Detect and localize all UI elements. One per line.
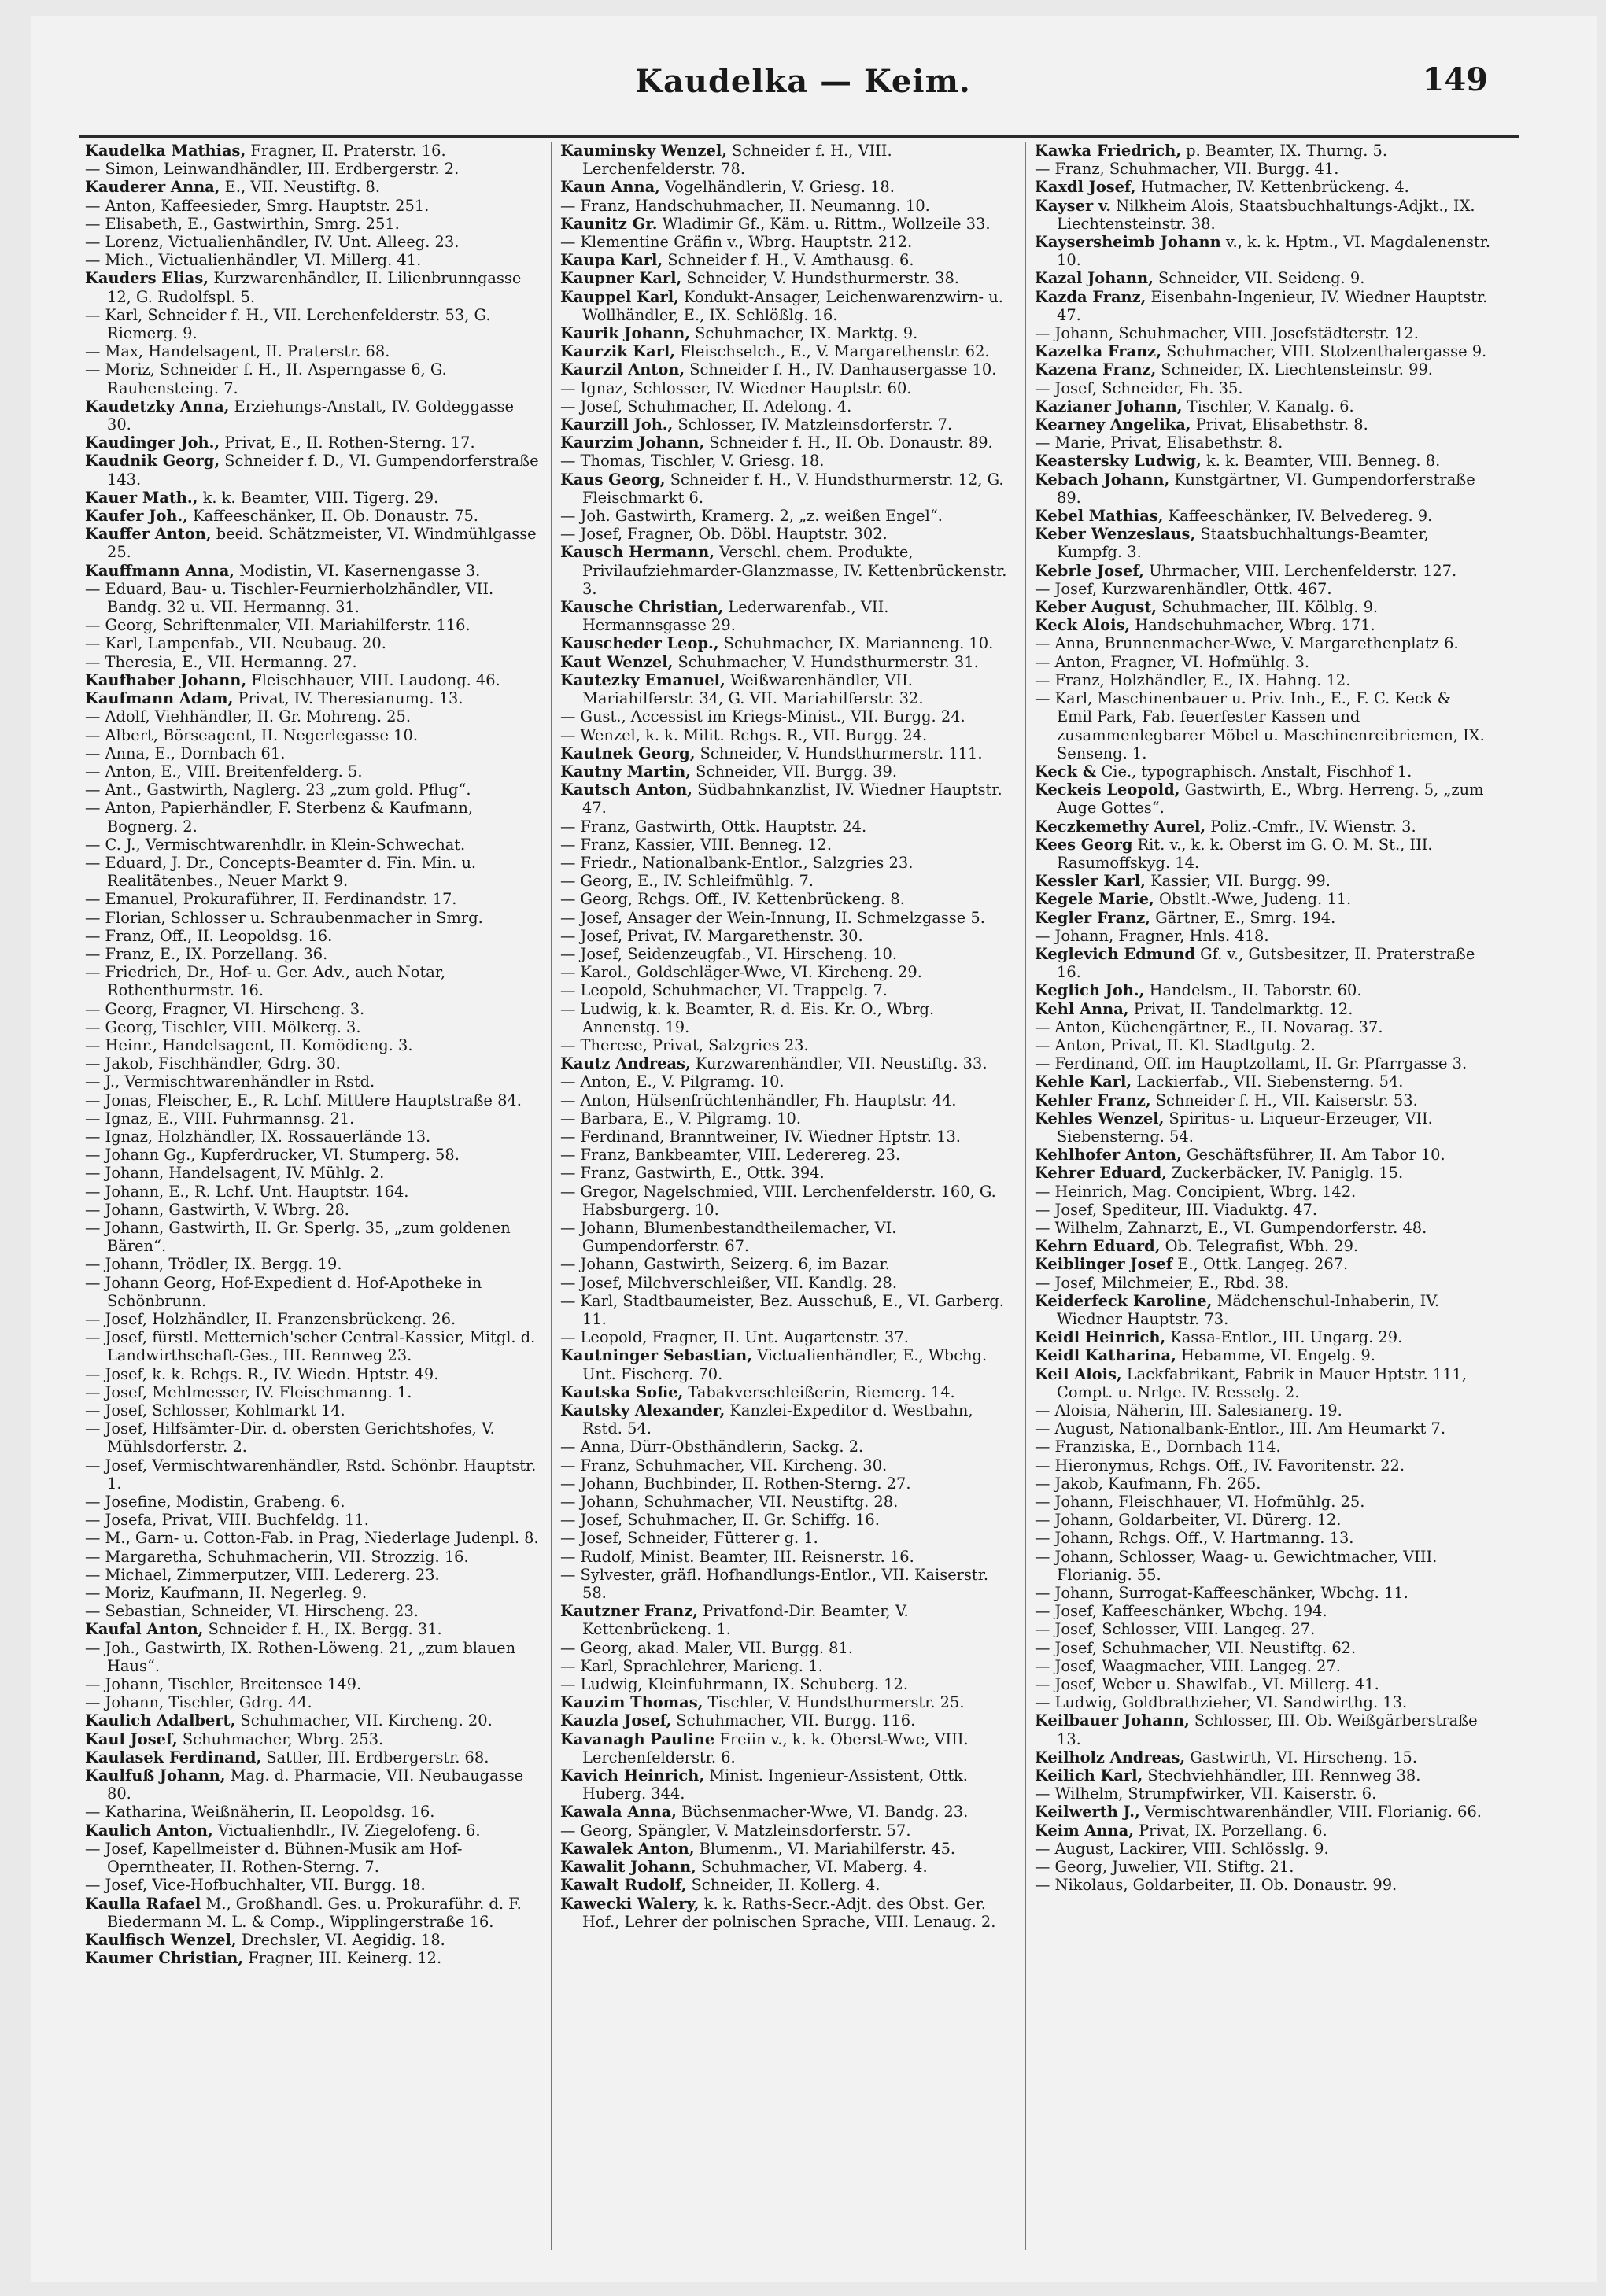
directory-entry: — Marie, Privat, Elisabethstr. 8.: [1035, 434, 1283, 452]
directory-entry: Kehrn Eduard, Ob. Telegrafist, Wbh. 29.: [1035, 1237, 1359, 1256]
directory-entry: Kawalt Rudolf, Schneider, II. Kollerg. 4.: [560, 1876, 881, 1895]
directory-entry: — Max, Handelsagent, II. Praterstr. 68.: [85, 342, 390, 361]
directory-entry: — Jakob, Fischhändler, Gdrg. 30.: [85, 1054, 341, 1073]
directory-entry: — Georg, Schriftenmaler, VII. Mariahilferstr. 116.: [85, 616, 471, 635]
directory-entry: Kegele Marie, Obstlt.-Wwe, Judeng. 11.: [1035, 890, 1352, 909]
directory-entry: Kegler Franz, Gärtner, E., Smrg. 194.: [1035, 908, 1336, 927]
directory-entry: Kehl Anna, Privat, II. Tandelmarktg. 12.: [1035, 999, 1353, 1018]
directory-entry: Kaulich Anton, Victualienhdlr., IV. Ziegelofeng. 6.: [85, 1821, 481, 1840]
directory-entry: — Sylvester, gräfl. Hofhandlungs-Entlor., VII. Kaiserstr. 58.: [560, 1565, 988, 1603]
directory-entry: — Ant., Gastwirth, Naglerg. 23 „zum gold. Pflug“.: [85, 781, 471, 799]
directory-entry: Kebach Johann, Kunstgärtner, VI. Gumpendorferstraße 89.: [1035, 470, 1475, 507]
directory-entry: — Franz, Bankbeamter, VIII. Lederereg. 23.: [560, 1146, 901, 1165]
directory-entry: — Aloisia, Näherin, III. Salesianerg. 19.: [1035, 1401, 1342, 1420]
directory-entry: — Jonas, Fleischer, E., R. Lchf. Mittlere Hauptstraße 84.: [85, 1091, 522, 1109]
directory-entry: — Johann, Rchgs. Off., V. Hartmanng. 13.: [1035, 1529, 1354, 1548]
directory-entry: Kees Georg Rit. v., k. k. Oberst im G. O. M. St., III. Rasumoffskyg. 14.: [1035, 835, 1433, 872]
directory-entry: — Ignaz, Schlosser, IV. Wiedner Hauptstr. 60.: [560, 378, 912, 397]
directory-entry: Kehlhofer Anton, Geschäftsführer, II. Am Tabor 10.: [1035, 1146, 1445, 1165]
directory-entry: — Lorenz, Victualienhändler, IV. Unt. Alleeg. 23.: [85, 233, 460, 252]
directory-entry: Kaudnik Georg, Schneider f. D., VI. Gumpendorferstraße 143.: [85, 452, 539, 489]
page-number: 149: [1422, 61, 1488, 98]
running-head: Kaudelka — Keim.: [635, 63, 971, 100]
directory-entry: — Josef, Waagmacher, VIII. Langeg. 27.: [1035, 1656, 1341, 1675]
directory-entry: Kaurik Johann, Schuhmacher, IX. Marktg. 9.: [560, 324, 918, 343]
directory-entry: Kautnek Georg, Schneider, V. Hundsthurmerstr. 111.: [560, 744, 983, 762]
directory-entry: Keglevich Edmund Gf. v., Gutsbesitzer, II. Praterstraße 16.: [1035, 944, 1475, 982]
directory-entry: — Franziska, E., Dornbach 114.: [1035, 1438, 1281, 1456]
directory-entry: Keglich Joh., Handelsm., II. Taborstr. 60.: [1035, 981, 1362, 1000]
directory-entry: Keilholz Andreas, Gastwirth, VI. Hirscheng. 15.: [1035, 1748, 1418, 1766]
directory-entry: Kaulfisch Wenzel, Drechsler, VI. Aegidig. 18.: [85, 1930, 445, 1949]
directory-entry: — Anton, Papierhändler, F. Sterbenz & Kaufmann, Bognerg. 2.: [85, 799, 474, 836]
directory-entry: — Josef, Hilfsämter-Dir. d. obersten Gerichtshofes, V. Mühlsdorferstr. 2.: [85, 1419, 495, 1456]
directory-entry: — Anton, Küchengärtner, E., II. Novarag. 37.: [1035, 1017, 1383, 1036]
directory-entry: Keastersky Ludwig, k. k. Beamter, VIII. Benneg. 8.: [1035, 452, 1441, 471]
directory-entry: Kehles Wenzel, Spiritus- u. Liqueur-Erzeuger, VII. Siebensterng. 54.: [1035, 1109, 1433, 1146]
directory-entry: Keber August, Schuhmacher, III. Kölblg. 9.: [1035, 598, 1379, 617]
directory-entry: — Simon, Leinwandhändler, III. Erdbergerstr. 2.: [85, 160, 460, 179]
directory-entry: — Wenzel, k. k. Milit. Rchgs. R., VII. Burgg. 24.: [560, 725, 928, 744]
directory-entry: Keidl Katharina, Hebamme, VI. Engelg. 9.: [1035, 1346, 1375, 1365]
directory-entry: Kaumer Christian, Fragner, III. Keinerg. 12.: [85, 1949, 442, 1968]
directory-entry: Kessler Karl, Kassier, VII. Burgg. 99.: [1035, 872, 1331, 891]
directory-entry: — Johann, Schuhmacher, VII. Neustiftg. 28.: [560, 1493, 899, 1512]
directory-entry: Kaurzill Joh., Schlosser, IV. Matzleinsdorferstr. 7.: [560, 415, 953, 434]
directory-entry: — Johann, Gastwirth, V. Wbrg. 28.: [85, 1200, 349, 1219]
directory-entry: Kaudetzky Anna, Erziehungs-Anstalt, IV. Goldeggasse 30.: [85, 397, 514, 434]
directory-entry: Kazda Franz, Eisenbahn-Ingenieur, IV. Wiedner Hauptstr. 47.: [1035, 287, 1488, 324]
directory-entry: — Emanuel, Prokuraführer, II. Ferdinandstr. 17.: [85, 890, 457, 909]
directory-entry: — Rudolf, Minist. Beamter, III. Reisnerstr. 16.: [560, 1547, 914, 1566]
directory-column-1: [85, 142, 541, 2258]
directory-entry: Keim Anna, Privat, IX. Porzellang. 6.: [1035, 1821, 1327, 1840]
directory-entry: — Jakob, Kaufmann, Fh. 265.: [1035, 1474, 1261, 1493]
directory-entry: Kavich Heinrich, Minist. Ingenieur-Assistent, Ottk. Huberg. 344.: [560, 1766, 968, 1803]
directory-entry: Kawka Friedrich, p. Beamter, IX. Thurng. 5.: [1035, 142, 1388, 160]
directory-entry: Kaulfuß Johann, Mag. d. Pharmacie, VII. Neubaugasse 80.: [85, 1766, 524, 1803]
directory-entry: — Heinr., Handelsagent, II. Komödieng. 3.: [85, 1035, 413, 1054]
directory-entry: — Josef, Milchmeier, E., Rbd. 38.: [1035, 1273, 1290, 1292]
directory-entry: Keil Alois, Lackfabrikant, Fabrik in Mauer Hptstr. 111, Compt. u. Nrlge. IV. Resselg. 2.: [1035, 1364, 1468, 1401]
directory-entry: Kauer Math., k. k. Beamter, VIII. Tigerg. 29.: [85, 488, 439, 507]
directory-entry: — Florian, Schlosser u. Schraubenmacher in Smrg.: [85, 908, 483, 927]
directory-entry: — Johann Gg., Kupferdrucker, VI. Stumperg. 58.: [85, 1146, 460, 1165]
directory-entry: — Josef, Spediteur, III. Viaduktg. 47.: [1035, 1200, 1317, 1219]
directory-entry: — Josef, Ansager der Wein-Innung, II. Schmelzgasse 5.: [560, 908, 985, 927]
header-rule: [79, 135, 1519, 138]
directory-entry: — Johann, E., R. Lchf. Unt. Hauptstr. 164.: [85, 1182, 409, 1201]
directory-entry: — Joh. Gastwirth, Kramerg. 2, „z. weißen Engel“.: [560, 507, 943, 526]
directory-entry: — Gregor, Nagelschmied, VIII. Lerchenfelderstr. 160, G. Habsburgerg. 10.: [560, 1182, 996, 1219]
directory-entry: — Ferdinand, Off. im Hauptzollamt, II. Gr. Pfarrgasse 3.: [1035, 1054, 1468, 1073]
directory-entry: Keilbauer Johann, Schlosser, III. Ob. Weißgärberstraße 13.: [1035, 1711, 1478, 1748]
directory-entry: — Johann, Blumenbestandtheilemacher, VI. Gumpendorferstr. 67.: [560, 1218, 897, 1256]
directory-entry: Kaul Josef, Schuhmacher, Wbrg. 253.: [85, 1729, 384, 1748]
directory-entry: — Ludwig, Goldbrathzieher, VI. Sandwirthg. 13.: [1035, 1693, 1408, 1712]
directory-entry: Kaus Georg, Schneider f. H., V. Hundsthurmerstr. 12, G. Fleischmarkt 6.: [560, 470, 1004, 507]
directory-entry: — Franz, E., IX. Porzellang. 36.: [85, 944, 328, 963]
directory-entry: — Josef, Vice-Hofbuchhalter, VII. Burgg. 18.: [85, 1876, 426, 1895]
directory-entry: — Adolf, Viehhändler, II. Gr. Mohreng. 25.: [85, 707, 412, 726]
directory-entry: Kauders Elias, Kurzwarenhändler, II. Lilienbrunngasse 12, G. Rudolfspl. 5.: [85, 269, 522, 306]
directory-entry: — Anna, Dürr-Obsthändlerin, Sackg. 2.: [560, 1438, 864, 1456]
directory-entry: — Franz, Kassier, VIII. Benneg. 12.: [560, 835, 833, 854]
directory-entry: — Johann, Goldarbeiter, VI. Dürerg. 12.: [1035, 1511, 1342, 1530]
directory-entry: — August, Lackirer, VIII. Schlösslg. 9.: [1035, 1839, 1329, 1858]
directory-entry: — Leopold, Fragner, II. Unt. Augartenstr. 37.: [560, 1328, 909, 1347]
directory-entry: — Josef, k. k. Rchgs. R., IV. Wiedn. Hptstr. 49.: [85, 1364, 439, 1383]
directory-entry: — J., Vermischtwarenhändler in Rstd.: [85, 1072, 375, 1091]
directory-entry: — Albert, Börseagent, II. Negerlegasse 10.: [85, 725, 418, 744]
directory-entry: — Friedrich, Dr., Hof- u. Ger. Adv., auch Notar, Rothenthurmstr. 16.: [85, 963, 446, 1000]
directory-entry: — Mich., Victualienhändler, VI. Millerg. 41.: [85, 251, 422, 270]
directory-entry: Kautz Andreas, Kurzwarenhändler, VII. Neustiftg. 33.: [560, 1054, 988, 1073]
directory-entry: — Karl, Lampenfab., VII. Neubaug. 20.: [85, 634, 386, 653]
directory-entry: — Anna, Brunnenmacher-Wwe, V. Margarethenplatz 6.: [1035, 634, 1459, 653]
page-header: [0, 55, 1606, 110]
directory-entry: — Josef, Kapellmeister d. Bühnen-Musik am Hof-Operntheater, II. Rothen-Sterng. 7.: [85, 1839, 463, 1877]
directory-entry: Kehle Karl, Lackierfab., VII. Siebensterng. 54.: [1035, 1072, 1404, 1091]
directory-entry: — Joh., Gastwirth, IX. Rothen-Löweng. 21, „zum blauen Haus“.: [85, 1638, 516, 1675]
directory-entry: Kaupner Karl, Schneider, V. Hundsthurmerstr. 38.: [560, 269, 959, 288]
directory-entry: Kaulich Adalbert, Schuhmacher, VII. Kircheng. 20.: [85, 1711, 493, 1730]
directory-entry: Kauffmann Anna, Modistin, VI. Kasernengasse 3.: [85, 561, 481, 580]
directory-entry: Kaysersheimb Johann v., k. k. Hptm., VI. Magdalenenstr. 10.: [1035, 233, 1491, 270]
directory-entry: — Georg, akad. Maler, VII. Burgg. 81.: [560, 1638, 854, 1657]
directory-entry: — Franz, Gastwirth, Ottk. Hauptstr. 24.: [560, 817, 867, 836]
directory-entry: — Eduard, Bau- u. Tischler-Feurnierholzhändler, VII. Bandg. 32 u. VII. Hermanng. 31.: [85, 579, 494, 617]
directory-entry: Kazianer Johann, Tischler, V. Kanalg. 6.: [1035, 397, 1354, 415]
directory-entry: Kavanagh Pauline Freiin v., k. k. Oberst-Wwe, VIII. Lerchenfelderstr. 6.: [560, 1729, 969, 1766]
directory-entry: Kebrle Josef, Uhrmacher, VIII. Lerchenfelderstr. 127.: [1035, 561, 1457, 580]
directory-entry: Keber Wenzeslaus, Staatsbuchhaltungs-Beamter, Kumpfg. 3.: [1035, 525, 1429, 562]
directory-entry: — Leopold, Schuhmacher, VI. Trappelg. 7.: [560, 981, 888, 1000]
directory-entry: Keckeis Leopold, Gastwirth, E., Wbrg. Herreng. 5, „zum Auge Gottes“.: [1035, 781, 1484, 818]
directory-entry: — Johann, Trödler, IX. Bergg. 19.: [85, 1255, 342, 1274]
directory-entry: — Katharina, Weißnäherin, II. Leopoldsg. 16.: [85, 1803, 435, 1822]
directory-entry: Keiderfeck Karoline, Mädchenschul-Inhaberin, IV. Wiedner Hauptstr. 73.: [1035, 1291, 1440, 1328]
directory-entry: Kaunitz Gr. Wladimir Gf., Käm. u. Rittm., Wollzeile 33.: [560, 214, 991, 233]
directory-entry: — Johann, Schuhmacher, VIII. Josefstädterstr. 12.: [1035, 324, 1419, 343]
directory-entry: Kausche Christian, Lederwarenfab., VII. Hermannsgasse 29.: [560, 598, 889, 635]
directory-entry: — Josef, Privat, IV. Margarethenstr. 30.: [560, 926, 863, 945]
directory-entry: — Georg, Spängler, V. Matzleinsdorferstr. 57.: [560, 1821, 911, 1840]
directory-entry: Kaudinger Joh., Privat, E., II. Rothen-Sterng. 17.: [85, 434, 475, 452]
directory-entry: Kautninger Sebastian, Victualienhändler, E., Wbchg. Unt. Fischerg. 70.: [560, 1346, 988, 1383]
directory-entry: Kawala Anna, Büchsenmacher-Wwe, VI. Bandg. 23.: [560, 1803, 969, 1822]
directory-entry: — Ignaz, Holzhändler, IX. Rossauerlände 13.: [85, 1127, 431, 1146]
directory-entry: — Karl, Stadtbaumeister, Bez. Ausschuß, E., VI. Garberg. 11.: [560, 1291, 1004, 1328]
directory-entry: Kaut Wenzel, Schuhmacher, V. Hundsthurmerstr. 31.: [560, 652, 979, 671]
directory-entry: Kaun Anna, Vogelhändlerin, V. Griesg. 18.: [560, 178, 895, 197]
directory-entry: — Josef, Schuhmacher, VII. Neustiftg. 62.: [1035, 1638, 1357, 1657]
directory-entry: — Anton, Privat, II. Kl. Stadtgutg. 2.: [1035, 1035, 1316, 1054]
directory-entry: — Josef, Vermischtwarenhändler, Rstd. Schönbr. Hauptstr. 1.: [85, 1456, 537, 1493]
directory-entry: Kaurzil Anton, Schneider f. H., IV. Danhausergasse 10.: [560, 360, 997, 379]
directory-entry: Kebel Mathias, Kaffeeschänker, IV. Belvedereg. 9.: [1035, 507, 1433, 526]
directory-entry: — Moriz, Kaufmann, II. Negerleg. 9.: [85, 1584, 367, 1603]
directory-entry: — August, Nationalbank-Entlor., III. Am Heumarkt 7.: [1035, 1419, 1445, 1438]
directory-entry: — Karol., Goldschläger-Wwe, VI. Kircheng. 29.: [560, 963, 922, 982]
directory-entry: — Gust., Accessist im Kriegs-Minist., VII. Burgg. 24.: [560, 707, 965, 726]
directory-entry: Kautezky Emanuel, Weißwarenhändler, VII. Mariahilferstr. 34, G. VII. Mariahilferstr. 32.: [560, 670, 924, 708]
directory-entry: Keck & Cie., typographisch. Anstalt, Fischhof 1.: [1035, 762, 1412, 781]
directory-entry: — Josef, Schlosser, VIII. Langeg. 27.: [1035, 1620, 1316, 1639]
directory-entry: Kawalit Johann, Schuhmacher, VI. Maberg. 4.: [560, 1858, 928, 1877]
directory-entry: Kaupa Karl, Schneider f. H., V. Amthausg. 6.: [560, 251, 914, 270]
directory-entry: — Josef, Schuhmacher, II. Adelong. 4.: [560, 397, 852, 415]
directory-entry: — Michael, Zimmerputzer, VIII. Ledererg. 23.: [85, 1565, 440, 1584]
directory-entry: Kauscheder Leop., Schuhmacher, IX. Marianneng. 10.: [560, 634, 994, 653]
directory-entry: Kaurzik Karl, Fleischselch., E., V. Margarethenstr. 62.: [560, 342, 990, 361]
directory-entry: Kazena Franz, Schneider, IX. Liechtensteinstr. 99.: [1035, 360, 1433, 379]
directory-entry: — Josefine, Modistin, Grabeng. 6.: [85, 1493, 345, 1512]
directory-entry: — Barbara, E., V. Pilgramg. 10.: [560, 1109, 802, 1128]
directory-entry: — Franz, Holzhändler, E., IX. Hahng. 12.: [1035, 670, 1351, 689]
directory-entry: Kazelka Franz, Schuhmacher, VIII. Stolzenthalergasse 9.: [1035, 342, 1487, 361]
directory-entry: — Josef, fürstl. Metternich'scher Central-Kassier, Mitgl. d. Landwirthschaft-Ges., III. Rennweg 23.: [85, 1328, 536, 1365]
directory-entry: Kauzla Josef, Schuhmacher, VII. Burgg. 116.: [560, 1711, 916, 1730]
directory-entry: — Ferdinand, Branntweiner, IV. Wiedner Hptstr. 13.: [560, 1127, 961, 1146]
directory-entry: Kaufer Joh., Kaffeeschänker, II. Ob. Donaustr. 75.: [85, 507, 478, 526]
directory-entry: — Johann, Gastwirth, II. Gr. Sperlg. 35, „zum goldenen Bären“.: [85, 1218, 511, 1256]
directory-entry: — Johann, Surrogat-Kaffeeschänker, Wbchg. 11.: [1035, 1584, 1408, 1603]
directory-entry: Kauffer Anton, beeid. Schätzmeister, VI. Windmühlgasse 25.: [85, 525, 537, 562]
directory-entry: — Georg, Fragner, VI. Hirscheng. 3.: [85, 999, 365, 1018]
directory-entry: — Josef, Mehlmesser, IV. Fleischmanng. 1.: [85, 1382, 412, 1401]
directory-entry: — Johann, Fragner, Hnls. 418.: [1035, 926, 1269, 945]
directory-entry: — Elisabeth, E., Gastwirthin, Smrg. 251.: [85, 214, 400, 233]
directory-entry: — Anton, Kaffeesieder, Smrg. Hauptstr. 251.: [85, 196, 430, 215]
directory-entry: Kauppel Karl, Kondukt-Ansager, Leichenwarenzwirn- u. Wollhändler, E., IX. Schlößlg. 16.: [560, 287, 1003, 324]
directory-entry: Kaufal Anton, Schneider f. H., IX. Bergg. 31.: [85, 1620, 442, 1639]
directory-entry: — Johann, Buchbinder, II. Rothen-Sterng. 27.: [560, 1474, 911, 1493]
directory-entry: — Josef, Schneider, Fh. 35.: [1035, 378, 1243, 397]
directory-entry: — Georg, Rchgs. Off., IV. Kettenbrückeng. 8.: [560, 890, 905, 909]
directory-entry: Kaulasek Ferdinand, Sattler, III. Erdbergerstr. 68.: [85, 1748, 489, 1766]
directory-entry: — Anton, E., VIII. Breitenfelderg. 5.: [85, 762, 363, 781]
directory-entry: — Franz, Off., II. Leopoldsg. 16.: [85, 926, 333, 945]
directory-entry: Kaurzim Johann, Schneider f. H., II. Ob. Donaustr. 89.: [560, 434, 993, 452]
directory-entry: — Sebastian, Schneider, VI. Hirscheng. 23.: [85, 1602, 419, 1621]
directory-entry: — Hieronymus, Rchgs. Off., IV. Favoritenstr. 22.: [1035, 1456, 1405, 1475]
directory-entry: — Johann, Handelsagent, IV. Mühlg. 2.: [85, 1164, 385, 1183]
directory-entry: — Josefa, Privat, VIII. Buchfeldg. 11.: [85, 1511, 369, 1530]
directory-entry: Kauzim Thomas, Tischler, V. Hundsthurmerstr. 25.: [560, 1693, 965, 1712]
directory-entry: — Heinrich, Mag. Concipient, Wbrg. 142.: [1035, 1182, 1357, 1201]
directory-entry: Keiblinger Josef E., Ottk. Langeg. 267.: [1035, 1255, 1349, 1274]
directory-entry: Kehler Franz, Schneider f. H., VII. Kaiserstr. 53.: [1035, 1091, 1418, 1109]
directory-entry: — Wilhelm, Zahnarzt, E., VI. Gumpendorferstr. 48.: [1035, 1218, 1427, 1237]
directory-entry: — Josef, Seidenzeugfab., VI. Hirscheng. 10.: [560, 944, 898, 963]
directory-entry: — Karl, Sprachlehrer, Marieng. 1.: [560, 1656, 823, 1675]
directory-entry: — Friedr., Nationalbank-Entlor., Salzgries 23.: [560, 853, 914, 872]
directory-entry: — Ludwig, Kleinfuhrmann, IX. Schuberg. 12.: [560, 1675, 909, 1694]
directory-entry: Kawalek Anton, Blumenm., VI. Mariahilferstr. 45.: [560, 1839, 956, 1858]
directory-entry: — Therese, Privat, Salzgries 23.: [560, 1035, 809, 1054]
directory-entry: — Eduard, J. Dr., Concepts-Beamter d. Fin. Min. u. Realitätenbes., Neuer Markt 9.: [85, 853, 477, 891]
column-divider-1: [551, 142, 552, 2250]
directory-entry: Kaxdl Josef, Hutmacher, IV. Kettenbrückeng. 4.: [1035, 178, 1409, 197]
directory-entry: — Margaretha, Schuhmacherin, VII. Strozzig. 16.: [85, 1547, 469, 1566]
directory-entry: Kawecki Walery, k. k. Raths-Secr.-Adjt. des Obst. Ger. Hof., Lehrer der polnischen Sprache, VIII. Lenaug. 2.: [560, 1894, 996, 1931]
directory-entry: — Franz, Schuhmacher, VII. Burgg. 41.: [1035, 160, 1339, 179]
directory-entry: — Klementine Gräfin v., Wbrg. Hauptstr. 212.: [560, 233, 913, 252]
directory-entry: — Franz, Handschuhmacher, II. Neumanng. 10.: [560, 196, 930, 215]
directory-entry: — Georg, Tischler, VIII. Mölkerg. 3.: [85, 1017, 361, 1036]
directory-entry: Kautsch Anton, Südbahnkanzlist, IV. Wiedner Hauptstr. 47.: [560, 781, 1002, 818]
directory-entry: — Moriz, Schneider f. H., II. Asperngasse 6, G. Rauhensteing. 7.: [85, 360, 447, 397]
directory-entry: — Franz, Gastwirth, E., Ottk. 394.: [560, 1164, 825, 1183]
directory-entry: — Anton, E., V. Pilgramg. 10.: [560, 1072, 785, 1091]
directory-entry: Keck Alois, Handschuhmacher, Wbrg. 171.: [1035, 616, 1375, 635]
directory-entry: Keidl Heinrich, Kassa-Entlor., III. Ungarg. 29.: [1035, 1328, 1403, 1347]
directory-column-2: [560, 142, 1017, 2258]
directory-entry: — Johann, Tischler, Gdrg. 44.: [85, 1693, 312, 1712]
directory-entry: Kaufmann Adam, Privat, IV. Theresianumg. 13.: [85, 689, 463, 708]
directory-entry: Keczkemethy Aurel, Poliz.-Cmfr., IV. Wienstr. 3.: [1035, 817, 1416, 836]
directory-entry: — Ignaz, E., VIII. Fuhrmannsg. 21.: [85, 1109, 355, 1128]
directory-entry: — Anton, Hülsenfrüchtenhändler, Fh. Hauptstr. 44.: [560, 1091, 957, 1109]
directory-entry: — Josef, Schneider, Fütterer g. 1.: [560, 1529, 818, 1548]
directory-entry: — Johann Georg, Hof-Expedient d. Hof-Apotheke in Schönbrunn.: [85, 1273, 482, 1310]
directory-entry: — Josef, Milchverschleißer, VII. Kandlg. 28.: [560, 1273, 897, 1292]
directory-entry: — Anna, E., Dornbach 61.: [85, 744, 286, 762]
directory-entry: Kautsky Alexander, Kanzlei-Expeditor d. Westbahn, Rstd. 54.: [560, 1401, 973, 1438]
directory-entry: — Theresia, E., VII. Hermanng. 27.: [85, 652, 357, 671]
directory-entry: — Johann, Tischler, Breitensee 149.: [85, 1675, 362, 1694]
directory-entry: — Anton, Fragner, VI. Hofmühlg. 3.: [1035, 652, 1310, 671]
directory-entry: — Karl, Maschinenbauer u. Priv. Inh., E., F. C. Keck & Emil Park, Fab. feuerfester Kassen und zusammenlegbarer Möbel u. Maschinenreibriemen, IX. Senseng. 1.: [1035, 689, 1485, 762]
directory-entry: — Josef, Kurzwarenhändler, Ottk. 467.: [1035, 579, 1332, 598]
directory-entry: — Ludwig, k. k. Beamter, R. d. Eis. Kr. O., Wbrg. Annenstg. 19.: [560, 999, 935, 1036]
directory-entry: — Josef, Holzhändler, II. Franzensbrückeng. 26.: [85, 1310, 456, 1328]
directory-entry: — Johann, Schlosser, Waag- u. Gewichtmacher, VIII. Florianig. 55.: [1035, 1547, 1438, 1584]
directory-entry: Kehrer Eduard, Zuckerbäcker, IV. Paniglg. 15.: [1035, 1164, 1404, 1183]
directory-entry: — Thomas, Tischler, V. Griesg. 18.: [560, 452, 825, 471]
directory-entry: — Josef, Schlosser, Kohlmarkt 14.: [85, 1401, 345, 1420]
directory-entry: Kaulla Rafael M., Großhandl. Ges. u. Prokuraführ. d. F. Biedermann M. L. & Comp., Wipplingerstraße 16.: [85, 1894, 522, 1931]
directory-entry: — Josef, Weber u. Shawlfab., VI. Millerg. 41.: [1035, 1675, 1379, 1694]
directory-entry: Kazal Johann, Schneider, VII. Seideng. 9.: [1035, 269, 1365, 288]
directory-entry: Kaudelka Mathias, Fragner, II. Praterstr. 16.: [85, 142, 446, 160]
directory-entry: — Karl, Schneider f. H., VII. Lerchenfelderstr. 53, G. Riemerg. 9.: [85, 305, 491, 343]
directory-column-3: [1035, 142, 1491, 2258]
directory-entry: — Johann, Gastwirth, Seizerg. 6, im Bazar.: [560, 1255, 890, 1274]
directory-entry: Kausch Hermann, Verschl. chem. Produkte, Privilaufziehmarder-Glanzmasse, IV. Kettenbrückenstr. 3.: [560, 543, 1007, 598]
directory-entry: — Georg, E., IV. Schleifmühlg. 7.: [560, 872, 814, 891]
directory-entry: Keilich Karl, Stechviehhändler, III. Rennweg 38.: [1035, 1766, 1421, 1785]
directory-entry: — Johann, Fleischhauer, VI. Hofmühlg. 25.: [1035, 1493, 1365, 1512]
directory-entry: — Josef, Kaffeeschänker, Wbchg. 194.: [1035, 1602, 1327, 1621]
directory-entry: — Wilhelm, Strumpfwirker, VII. Kaiserstr. 6.: [1035, 1785, 1377, 1803]
directory-entry: Kautska Sofie, Tabakverschleißerin, Riemerg. 14.: [560, 1382, 955, 1401]
directory-entry: Kautny Martin, Schneider, VII. Burgg. 39.: [560, 762, 897, 781]
directory-entry: — C. J., Vermischtwarenhdlr. in Klein-Schwechat.: [85, 835, 466, 854]
directory-entry: — Franz, Schuhmacher, VII. Kircheng. 30.: [560, 1456, 888, 1475]
directory-entry: — Nikolaus, Goldarbeiter, II. Ob. Donaustr. 99.: [1035, 1876, 1397, 1895]
directory-entry: Kearney Angelika, Privat, Elisabethstr. 8.: [1035, 415, 1368, 434]
directory-entry: — M., Garn- u. Cotton-Fab. in Prag, Niederlage Judenpl. 8.: [85, 1529, 539, 1548]
directory-entry: Keilwerth J., Vermischtwarenhändler, VIII. Florianig. 66.: [1035, 1803, 1482, 1822]
directory-entry: — Josef, Fragner, Ob. Döbl. Hauptstr. 302.: [560, 525, 888, 544]
directory-entry: Kauderer Anna, E., VII. Neustiftg. 8.: [85, 178, 381, 197]
directory-entry: — Georg, Juwelier, VII. Stiftg. 21.: [1035, 1858, 1294, 1877]
column-divider-2: [1025, 142, 1026, 2250]
directory-entry: Kautzner Franz, Privatfond-Dir. Beamter, V. Kettenbrückeng. 1.: [560, 1602, 909, 1639]
directory-entry: Kauminsky Wenzel, Schneider f. H., VIII. Lerchenfelderstr. 78.: [560, 142, 892, 179]
directory-entry: — Josef, Schuhmacher, II. Gr. Schiffg. 16.: [560, 1511, 880, 1530]
directory-entry: Kaufhaber Johann, Fleischhauer, VIII. Laudong. 46.: [85, 670, 500, 689]
directory-entry: Kayser v. Nilkheim Alois, Staatsbuchhaltungs-Adjkt., IX. Liechtensteinstr. 38.: [1035, 196, 1475, 233]
